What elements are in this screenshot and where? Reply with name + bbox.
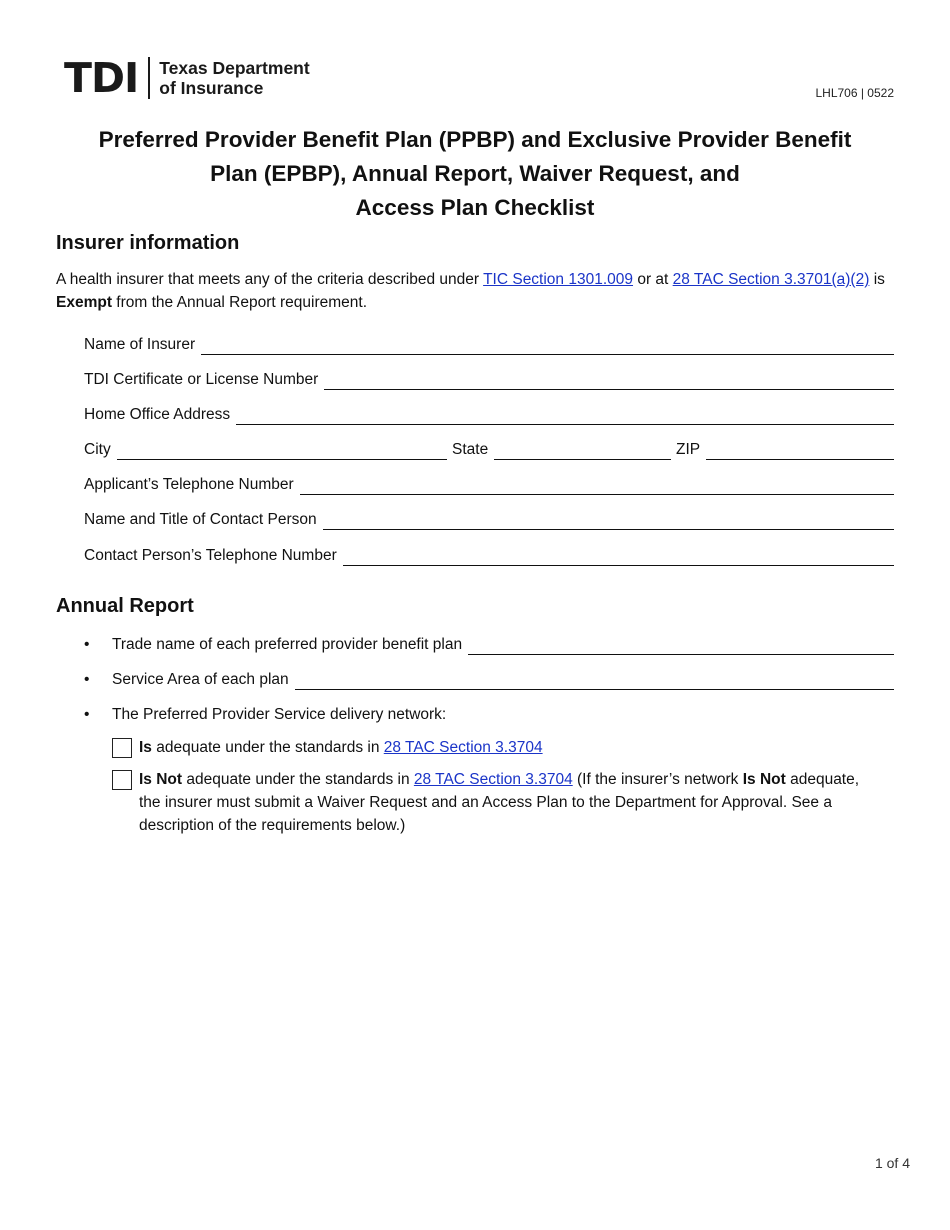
bullet-point: • [84, 706, 90, 723]
contact-name-title-input[interactable] [323, 512, 894, 530]
contact-phone-label: Contact Person’s Telephone Number [84, 547, 337, 564]
trade-name-item [84, 631, 894, 655]
name-of-insurer-label: Name of Insurer [84, 336, 196, 353]
tac-3-3704-link[interactable]: 28 TAC Section 3.3704 [413, 771, 573, 788]
tac-3-3704-link[interactable]: 28 TAC Section 3.3704 [383, 739, 543, 756]
option-is-bold: Is [139, 739, 152, 756]
state-input[interactable] [494, 442, 671, 460]
bullet-point: • [84, 636, 90, 653]
certificate-number-input[interactable] [324, 372, 894, 390]
option-is-not-text-3: adequate, the insurer must submit a Waiver Request and an Access Plan to the Department for Approval. See a description of the requirements below.) [139, 771, 860, 834]
city-segment [84, 440, 447, 460]
zip-input[interactable] [706, 442, 894, 460]
zip-segment [671, 440, 894, 460]
title-line-2: Plan (EPBP), Annual Report, Waiver Request, and [210, 161, 740, 186]
home-office-address-label: Home Office Address [84, 406, 231, 423]
name-of-insurer-input[interactable] [201, 337, 894, 355]
contact-name-title-field [84, 506, 894, 530]
form-code: LHL706 | 0522 [815, 86, 894, 100]
option-is-text: adequate under the standards in [151, 739, 384, 756]
trade-name-input[interactable] [468, 637, 894, 655]
logo-name-line1: Texas Department [159, 58, 310, 78]
service-area-label: Service Area of each plan [112, 671, 289, 688]
insurer-info-heading: Insurer information [56, 232, 240, 254]
bullet-point: • [84, 671, 90, 688]
applicant-phone-input[interactable] [300, 477, 894, 495]
intro-text-3: is [869, 271, 885, 288]
name-of-insurer-field [84, 331, 894, 355]
network-item [84, 701, 894, 725]
title-line-3: Access Plan Checklist [355, 195, 595, 220]
zip-label: ZIP [676, 441, 701, 458]
contact-phone-input[interactable] [343, 548, 894, 566]
page-number: 1 of 4 [874, 1155, 910, 1171]
city-input[interactable] [117, 442, 447, 460]
state-label: State [452, 441, 489, 458]
network-adequate-text [112, 736, 872, 759]
network-adequate-checkbox[interactable] [112, 738, 132, 758]
page-title [40, 123, 910, 225]
annual-report-heading: Annual Report [56, 595, 194, 617]
title-line-1: Preferred Provider Benefit Plan (PPBP) and Exclusive Provider Benefit [98, 127, 852, 152]
option-is-not-bold-2: Is Not [742, 771, 786, 788]
option-is-not-bold: Is Not [139, 771, 183, 788]
logo-name [159, 58, 309, 98]
service-area-input[interactable] [295, 672, 894, 690]
logo-mark: TDI [64, 54, 139, 102]
home-office-address-input[interactable] [236, 407, 894, 425]
home-office-address-field [84, 401, 894, 425]
contact-name-title-label: Name and Title of Contact Person [84, 511, 317, 528]
network-not-adequate-option [112, 768, 872, 837]
state-segment [447, 440, 671, 460]
service-area-item [84, 666, 894, 690]
network-label: The Preferred Provider Service delivery network: [112, 706, 447, 723]
certificate-number-label: TDI Certificate or License Number [84, 371, 319, 388]
tic-section-link[interactable]: TIC Section 1301.009 [483, 271, 634, 288]
tdi-logo [64, 55, 310, 101]
intro-text-4: from the Annual Report requirement. [112, 294, 368, 311]
option-is-not-text-2: (If the insurer’s network [572, 771, 743, 788]
contact-phone-field [84, 542, 894, 566]
network-not-adequate-text [112, 768, 872, 837]
trade-name-label: Trade name of each preferred provider benefit plan [112, 636, 463, 653]
intro-exempt: Exempt [56, 294, 112, 311]
applicant-phone-field [84, 471, 894, 495]
network-adequate-option [112, 736, 872, 759]
certificate-number-field [84, 366, 894, 390]
city-state-zip-field [84, 436, 894, 460]
tac-section-link[interactable]: 28 TAC Section 3.3701(a)(2) [672, 271, 870, 288]
network-not-adequate-checkbox[interactable] [112, 770, 132, 790]
option-is-not-text: adequate under the standards in [182, 771, 414, 788]
logo-name-line2: of Insurance [159, 78, 264, 98]
applicant-phone-label: Applicant’s Telephone Number [84, 476, 294, 493]
intro-text-1: A health insurer that meets any of the criteria described under [56, 271, 484, 288]
insurer-intro [56, 268, 896, 314]
intro-text-2: or at [633, 271, 673, 288]
city-label: City [84, 441, 111, 458]
logo-divider [148, 57, 150, 99]
